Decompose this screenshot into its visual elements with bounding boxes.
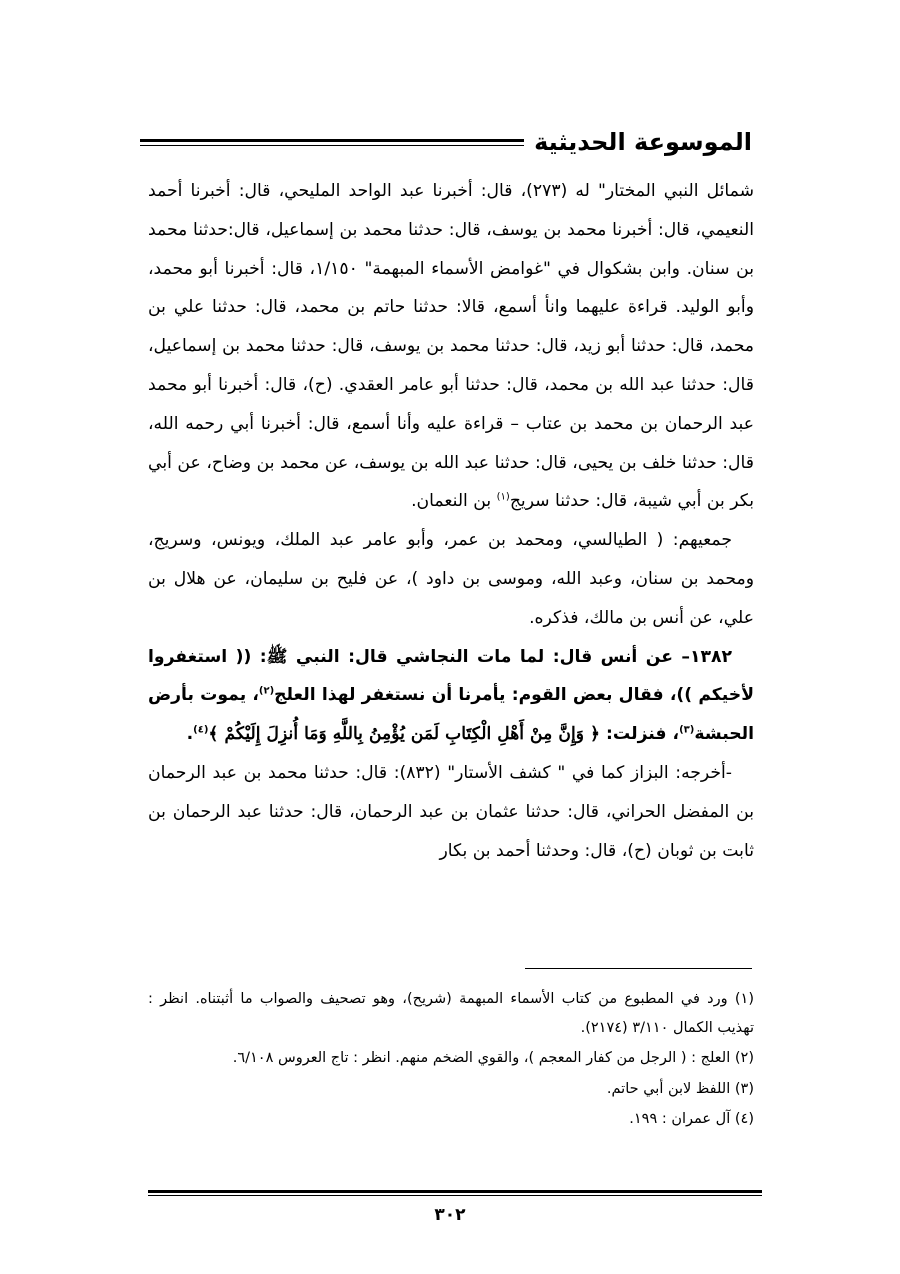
paragraph-1-end: بن النعمان.: [411, 491, 497, 512]
paragraph-2: جمعيهم: ( الطيالسي، ومحمد بن عمر، وأبو عامر عبد الملك، ويونس، وسريج، ومحمد بن سنان، وعبد الله، وموسى بن داود )، عن فليح بن سليمان، عن هلال بن علي، عن أنس بن مالك، فذكره.: [148, 530, 754, 628]
footnotes: [148, 985, 754, 1136]
hadith-text-a: ١٣٨٢– عن أنس قال: لما مات النجاشي قال: النبي ﷺ: (( استغفروا لأخيكم ))، فقال بعض القوم: يأمرنا أن نستغفر لهذا العلج: [148, 646, 754, 706]
footnote-1: [148, 985, 754, 1042]
footnote-2-text: العلج : ( الرجل من كفار المعجم )، والقوي الضخم منهم. انظر : تاج العروس ٦/١٠٨.: [232, 1050, 731, 1066]
footnote-1-num: (١): [734, 991, 755, 1007]
bottom-rule: [148, 1190, 762, 1196]
footnote-ref-1: (١): [496, 491, 510, 503]
footnote-3: [148, 1075, 754, 1104]
footnote-2: [148, 1044, 754, 1073]
hadith-text-c: ، فنزلت:: [600, 724, 680, 745]
footnote-4-text: آل عمران : ١٩٩.: [629, 1111, 731, 1127]
hadith-end: .: [186, 724, 194, 745]
header-rule-left: [140, 139, 524, 146]
quran-verse: ﴿ وَإِنَّ مِنْ أَهْلِ الْكِتَابِ لَمَن يُؤْمِنُ بِاللَّهِ وَمَا أُنزِلَ إِلَيْكُمْ ﴾: [208, 724, 601, 745]
paragraph-1-text: شمائل النبي المختار" له (٢٧٣)، قال: أخبرنا عبد الواحد المليحي، قال: أخبرنا أحمد النعيمي، قال: أخبرنا محمد بن يوسف، قال: حدثنا محمد بن إسماعيل، قال:حدثنا محمد بن سنان. وابن بشكوال في "غوامض الأسماء المبهمة" ١/١٥٠، قال: أخبرنا أبو محمد، وأبو الوليد. قراءة عليهما وانأ أسمع، قالا: حدثنا حاتم بن محمد، قال: حدثنا علي بن محمد، قال: حدثنا أبو زيد، قال: حدثنا محمد بن يوسف، قال: حدثنا محمد بن إسماعيل، قال: حدثنا عبد الله بن محمد، قال: حدثنا أبو عامر العقدي. (ح)، قال: أخبرنا أبو محمد عبد الرحمان بن محمد بن عتاب – قراءة عليه وأنا أسمع، قال: أخبرنا أبي رحمه الله، قال: حدثنا خلف بن يحيى، قال: حدثنا عبد الله بن يوسف، عن محمد بن وضاح، عن أبي بكر بن أبي شيبة، قال: حدثنا سريج: [148, 181, 754, 512]
paragraph-1: [148, 172, 754, 521]
footnote-3-num: (٣): [734, 1080, 754, 1097]
footnote-ref-3: (٣): [679, 724, 695, 736]
header-title: الموسوعة الحديثية: [534, 128, 752, 156]
hadith-1382: [148, 638, 754, 754]
footnote-4: [148, 1105, 754, 1134]
footnote-3-text: اللفظ لابن أبي حاتم.: [606, 1080, 731, 1097]
hadith-text-b: ، يموت بأرض الحبشة: [148, 685, 754, 745]
footnote-ref-2: (٢): [258, 685, 275, 697]
main-text: [148, 172, 754, 870]
footnote-1-text: ورد في المطبوع من كتاب الأسماء المبهمة (شريح)، وهو تصحيف والصواب ما أثبتناه. انظر : تهذيب الكمال ٣/١١٠ (٢١٧٤).: [148, 991, 754, 1036]
footnote-separator: [525, 968, 752, 969]
footnote-2-num: (٢): [734, 1050, 754, 1066]
page-number: ٣٠٢: [434, 1205, 466, 1225]
footnote-ref-4: (٤): [193, 724, 209, 736]
running-header: [140, 122, 762, 162]
paragraph-4: -أخرجه: البزاز كما في " كشف الأستار" (٨٣٢): قال: حدثنا محمد بن عبد الرحمان بن المفضل الحراني، قال: حدثنا عثمان بن عبد الرحمان، قال: حدثنا عبد الرحمان بن ثابت بن ثوبان (ح)، قال: وحدثنا أحمد بن بكار: [148, 762, 754, 861]
footnote-4-num: (٤): [734, 1111, 754, 1127]
